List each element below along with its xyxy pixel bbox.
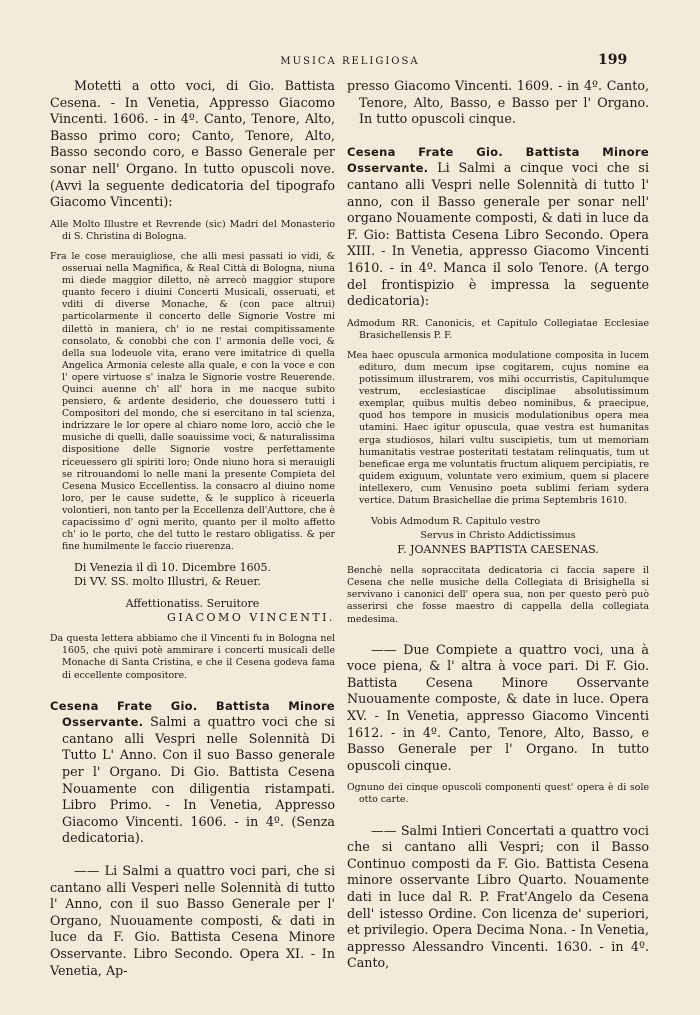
dedication-letter: Fra le cose merauigliose, che alli mesi passati io vidi, & osseruai nella Magnifica, & Real Città di Bologna, niuna mi diede maggior diletto, nè arrecò maggior stupore quanto fecero i diuini Concerti Musicali, osseruati, et vditi di diverse Monache, & (con pace altrui) particolarmente il concerto delle Signorie Vostre mi dilettò in maniera, ch' io ne restai compitissamente consolato, & conobbi che con l' armonia delle voci, & della sua lodeuole vita, erano vere imitatrice di quella Angelica Armonia celeste alla quale, e con la voce e con l' opere virtuose s' inalza le Signorie vostre Reuerende. Quinci auenne ch' all' hora in me nacque subito pensiero, & ardente desiderio, che douessero tutti i Compositori del mondo, che si esercitano in tal scienza, indrizzare le lor opere al chiaro nome loro, acciò che le musiche di quelli, dalle soauissime voci, & naturalissima dispositione delle Signorie vostre perfettamente riceuessero gli spiriti loro; Onde niuno hora si merauigli se ritrouandomi lo nelle mani la presente Compieta del Cesena Musico Eccellentiss. la consacro al diuino nome loro, per le cause sudette, & le supplico à riceuerla volontieri, non tanto per la Eccellenza dell'Auttore, che è capacissimo d' ogni merito, quanto per il molto affetto ch' io le porto, che del tutto le restaro obligatiss. & per fine humilmente le faccio riuerenza. — [50, 250, 335, 553]
entry-salmi-cinque-voci — [347, 144, 649, 310]
letter-salutation: Di VV. SS. molto Illustri, & Reuer. — [74, 575, 261, 589]
entry-salmi-libro-secondo: —— Li Salmi a quattro voci pari, che si cantano alli Vesperi nelle Solennità di tutto l' Anno, con il suo Basso Generale per l' Organo, Nuouamente composti, & dati in luce da F. Gio. Battista Cesena Minore Osservante. Libro Secondo. Opera XI. - In Venetia, Ap- — [50, 863, 335, 978]
letter-close-latin: Vobis Admodum R. Capitulo vestro — [371, 516, 541, 528]
entry-due-compiete: —— Due Compiete a quattro voci, una à voce piena, & l' altra à voce pari. Di F. Gio. Battista Cesena Minore Osservante Nuouamente composte, & date in luce. Opera XV. - In Venetia, appresso Giacomo Vincenti 1612. - in 4º. Canto, Tenore, Alto, Basso, e Basso Generale per l' Organo. In tutto opuscoli cinque. — [347, 641, 649, 773]
letter-servant: Affettionatiss. Seruitore — [125, 597, 260, 611]
entry-salmi-libro-primo — [50, 698, 335, 847]
dedication-letter-latin: Mea haec opuscula armonica modulatione composita in lucem edituro, dum mecum ipse cogitarem, cujus nomine ea potissimum illustrarem, vos mihi occurristis, Capitulumque vestrum, ecclesiasticae disciplinae absolutissimum exemplar, quibus multis debeo nominibus, & praecipue, quod hos tempore in musicis modulationibus opera mea utamini. Haec igitur opuscula, quae vestra est humanitas erga studiosos, hilari vultu suscipietis, tum ut memoriam humanitatis vestrae posteritati testatam relinquatis, tum ut beneficae erga me voluntatis fructum aliquem percipiatis, re quidem exiguum, voluntate vero eximium, quem si placere intellexero, cum Venusino poeta sublimi feriam sydera vertice. Datum Brasichellae die prima Septembris 1610. — [347, 349, 649, 507]
entry-text: Salmi a quattro voci che si cantano alli Vespri nelle Solennità Di Tutto L' Anno. Con il suo Basso generale per l' Organo. Di Gio. Battista Cesena Nouamente con diligentia ristampati. Libro Primo. - In Venetia, Appresso Giacomo Vincenti. 1606. - in 4º. (Senza dedicatoria). — [62, 714, 335, 846]
letter-signature-latin: F. JOANNES BAPTISTA CAESENAS. — [397, 543, 599, 557]
commentary-brisighella: Benchè nella sopraccitata dedicatoria ci faccia sapere il Cesena che nelle musiche della Collegiata di Brisighella si servivano i canonici dell' opera sua, non per questo però può asserirsi che fosse maestro di cappella della collegiata medesima. — [347, 565, 649, 625]
author-heading: Cesena Frate Gio. Battista Minore Osservante. — [50, 698, 335, 730]
entry-text: Li Salmi a cinque voci che si cantano alli Vespri nelle Solennità di tutto l' anno, con il Basso generale per sonar nell' organo Nouamente composti, & dati in luce da F. Gio: Battista Cesena Libro Secondo. Opera XIII. - In Venetia, appresso Giacomo Vincenti 1610. - in 4º. Manca il solo Tenore. (A tergo del frontispizio è impressa la seguente dedicatoria): — [347, 160, 649, 309]
entry-continuation: presso Giacomo Vincenti. 1609. - in 4º. Canto, Tenore, Alto, Basso, e Basso per l' Organo. In tutto opuscoli cinque. — [347, 78, 649, 127]
page-number: 199 — [598, 52, 628, 68]
dedication-address: Alle Molto Illustre et Revrende (sic) Madri del Monasterio di S. Christina di Bologna. — [50, 218, 335, 242]
entry-salmi-intieri: —— Salmi Intieri Concertati a quattro voci che si cantano alli Vespri; con il Basso Continuo composti da F. Gio. Battista Cesena minore osservante Libro Quarto. Nouamente dati in luce dal R. P. Frat'Angelo da Cesena dell' istesso Ordine. Con licenza de' superiori, et privilegio. Opera Decima Nona. - In Venetia, appresso Alessandro Vincenti. 1630. - in 4º. Canto, — [347, 822, 649, 971]
entry-motetti: Motetti a otto voci, di Gio. Battista Cesena. - In Venetia, Appresso Giacomo Vincenti. 1606. - in 4º. Canto, Tenore, Alto, Basso primo coro; Canto, Tenore, Alto, Basso secondo coro, e Basso Generale per sonar nell' Organo. In tutto opuscoli nove. (Avvi la seguente dedicatoria del tipografo Giacomo Vincenti): — [50, 78, 335, 210]
commentary-opuscoli: Ognuno dei cinque opuscoli componenti quest' opera è di sole otto carte. — [347, 782, 649, 806]
running-title: MUSICA RELIGIOSA — [280, 56, 420, 67]
letter-signature: GIACOMO VINCENTI. — [167, 611, 335, 625]
letter-servus: Servus in Christo Addictissimus — [420, 530, 576, 542]
letter-date: Di Venezia il dì 10. Dicembre 1605. — [74, 561, 272, 575]
commentary-vincenti: Da questa lettera abbiamo che il Vincenti fu in Bologna nel 1605, che quivi potè ammirare i concerti musicali delle Monache di Santa Cristina, e che il Cesena godeva fama di eccellente compositore. — [50, 633, 335, 681]
right-column — [347, 78, 649, 980]
left-column — [50, 78, 335, 987]
dedication-address-latin: Admodum RR. Canonicis, et Capitulo Collegiatae Ecclesiae Brasichellensis P. F. — [347, 317, 649, 341]
author-heading: Cesena Frate Gio. Battista Minore Osservante. — [347, 144, 649, 176]
